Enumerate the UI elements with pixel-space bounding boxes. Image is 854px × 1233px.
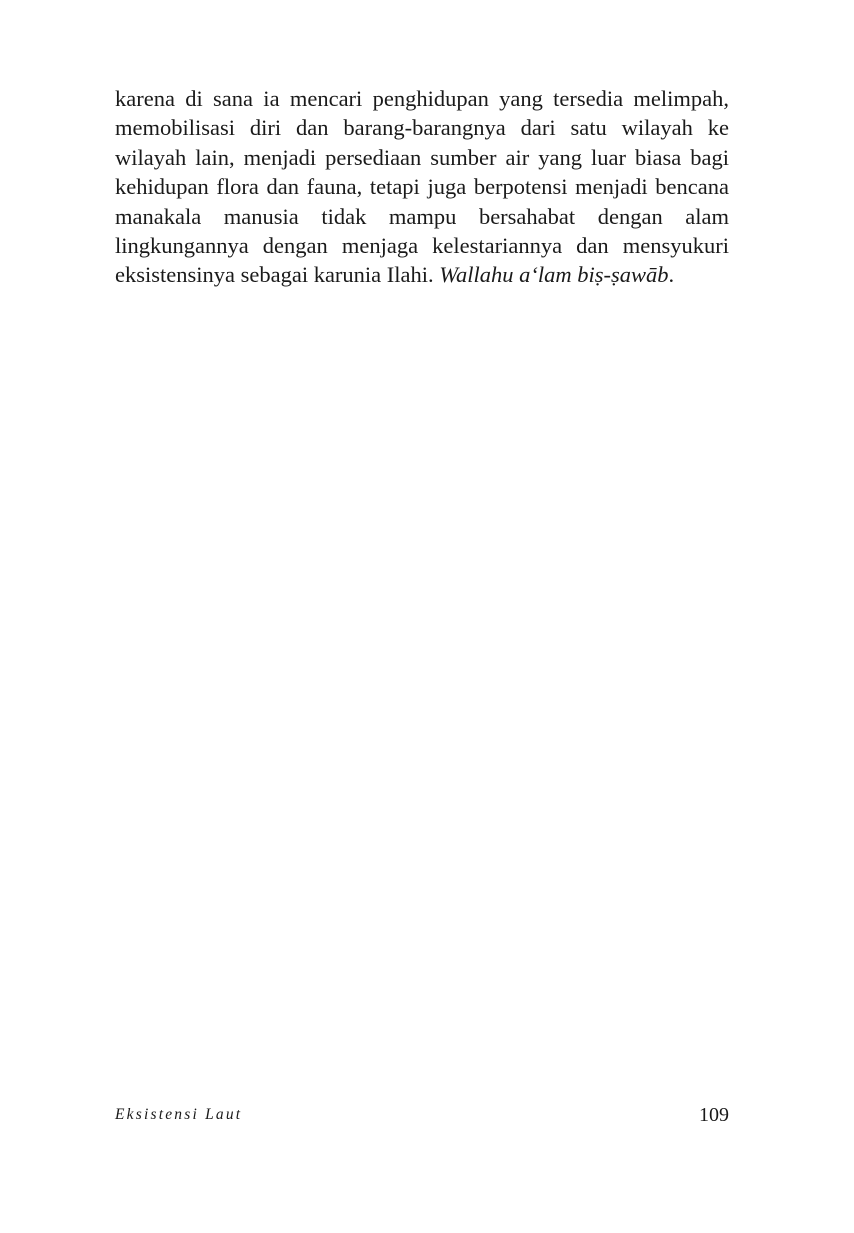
closing-punctuation: . [668,262,675,288]
running-footer [115,1104,729,1128]
body-text: karena di sana ia mencari penghidupan yang tersedia melimpah, memobilisasi diri dan barang-barangnya dari satu wilayah ke wilayah lain, menjadi persediaan sumber air yang luar biasa bagi kehidupan flora dan fauna, tetapi juga berpotensi menjadi bencana manakala manusia tidak mampu bersahabat dengan alam lingkungannya dengan menjaga kelestariannya dan mensyukuri eksistensinya sebagai karunia Ilahi. [115,86,729,288]
body-paragraph [115,84,729,290]
page-number: 109 [699,1104,729,1126]
running-title: Eksistensi Laut [115,1106,243,1123]
closing-phrase: Wallahu a‘lam biṣ-ṣawāb [439,262,669,288]
